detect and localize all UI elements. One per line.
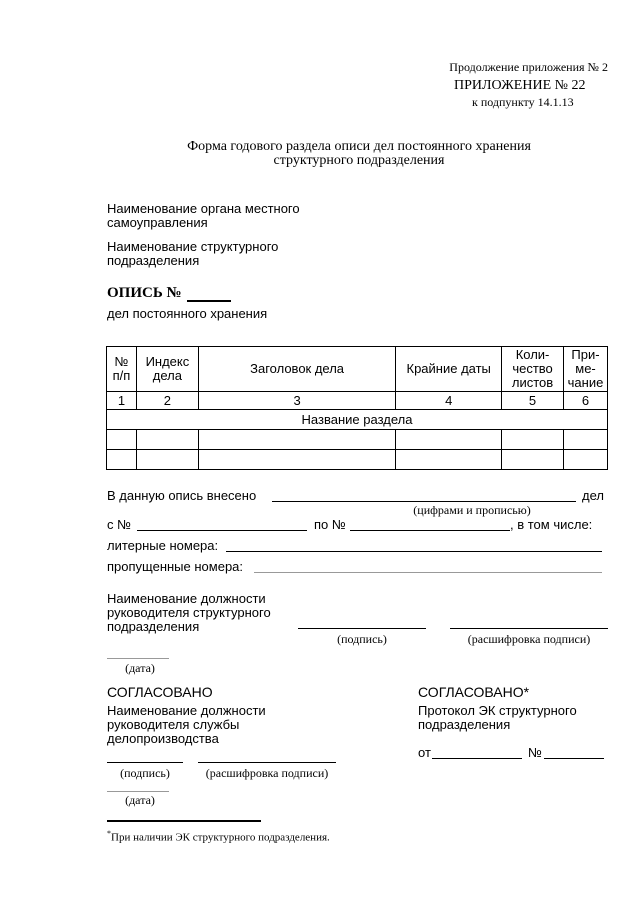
included-count-line[interactable] [272,501,576,502]
approval-left-signature-line[interactable] [107,762,183,763]
approval-right-protocol [418,704,577,732]
head-line-3: подразделения [107,619,200,634]
col-number: 2 [136,392,198,410]
table-header-row [107,347,608,392]
unit-name-label [107,240,278,268]
approval-right-from-label: от [418,745,431,760]
including-label: , в том числе: [510,517,593,532]
approval-left-signature-caption: (подпись) [120,766,170,780]
title-line-2: структурного подразделения [273,153,445,168]
col-number: 6 [564,392,608,410]
included-label: В данную опись внесено [107,488,257,503]
head-signature-line[interactable] [298,628,426,629]
approval-left-date-caption: (дата) [125,793,155,807]
col-number: 4 [396,392,502,410]
table-cell[interactable] [136,450,198,470]
org-line-2: самоуправления [107,215,208,230]
table-row [107,450,608,470]
missed-numbers-label: пропущенные номера: [107,559,244,574]
org-line-1: Наименование органа местного [107,201,300,216]
approval-right-date-line[interactable] [432,758,522,759]
table-cell[interactable] [502,450,564,470]
header-title: Заголовок дела [198,347,395,392]
head-signature-caption: (подпись) [337,632,387,646]
col-number: 5 [502,392,564,410]
col-number: 3 [198,392,395,410]
footnote [107,829,330,844]
approval-left-decoding-line[interactable] [198,762,336,763]
section-name: Название раздела [107,410,608,430]
table-cell[interactable] [396,430,502,450]
cases-label: дел [582,488,604,503]
table-row [107,430,608,450]
footnote-text: При наличии ЭК структурного подразделения. [111,831,330,844]
missed-numbers-line[interactable] [254,572,602,573]
table-cell[interactable] [107,430,137,450]
letter-numbers-label: литерные номера: [107,538,219,553]
table-cell[interactable] [198,430,395,450]
approval-left-line-3: делопроизводства [107,731,219,746]
table-cell[interactable] [198,450,395,470]
title-line-1: Форма годового раздела описи дел постоянного хранения [187,139,531,154]
letter-numbers-line[interactable] [226,551,602,552]
footnote-mark: * [107,829,111,838]
head-decoding-line[interactable] [450,628,608,629]
unit-line-2: подразделения [107,253,200,268]
approval-right-number-line[interactable] [544,758,604,759]
head-date-caption: (дата) [125,661,155,675]
footnote-separator [107,820,261,822]
approval-right-line-1: Протокол ЭК структурного [418,703,577,718]
approval-left-date-line[interactable] [107,791,169,792]
table-cell[interactable] [396,450,502,470]
head-line-2: руководителя структурного [107,605,271,620]
table-cell[interactable] [136,430,198,450]
inventory-heading: ОПИСЬ № [107,285,182,301]
header-dates: Крайние даты [396,347,502,392]
table-cell[interactable] [502,430,564,450]
table-cell[interactable] [564,430,608,450]
from-number-line[interactable] [137,530,307,531]
approval-right-title-text: СОГЛАСОВАНО [418,684,524,700]
header-note: При- ме- чание [564,347,608,392]
approval-right-number-label: № [528,745,542,760]
approval-left-position [107,704,266,746]
col-number: 1 [107,392,137,410]
approval-left-line-1: Наименование должности [107,703,266,718]
unit-line-1: Наименование структурного [107,239,279,254]
approval-left-title: СОГЛАСОВАНО [107,684,213,700]
to-number-line[interactable] [350,530,510,531]
document-title [0,140,640,168]
table-cell[interactable] [107,450,137,470]
head-decoding-caption: (расшифровка подписи) [467,632,591,646]
to-number-label: по № [314,517,346,532]
header-index: Индекс дела [136,347,198,392]
org-name-label [107,202,300,230]
approval-left-decoding-caption: (расшифровка подписи) [205,766,329,780]
from-number-label: с № [107,517,132,532]
header-num: № п/п [107,347,137,392]
head-position-label [107,592,271,634]
header-count: Коли- чество листов [502,347,564,392]
approval-right-asterisk: * [523,684,530,700]
table-number-row [107,392,608,410]
table-cell[interactable] [564,450,608,470]
header-subpoint: к подпункту 14.1.13 [472,95,574,109]
inventory-subtitle: дел постоянного хранения [107,306,268,321]
head-date-line[interactable] [107,658,169,659]
table-section-row [107,410,608,430]
inventory-table [106,346,608,470]
digits-caption: (цифрами и прописью) [413,503,531,517]
head-line-1: Наименование должности [107,591,266,606]
approval-right-line-2: подразделения [418,717,511,732]
approval-right-title [418,685,529,699]
approval-left-line-2: руководителя службы [107,717,240,732]
inventory-number-line [187,300,231,302]
header-appendix: ПРИЛОЖЕНИЕ № 22 [454,78,586,93]
header-continuation: Продолжение приложения № 2 [449,60,608,74]
